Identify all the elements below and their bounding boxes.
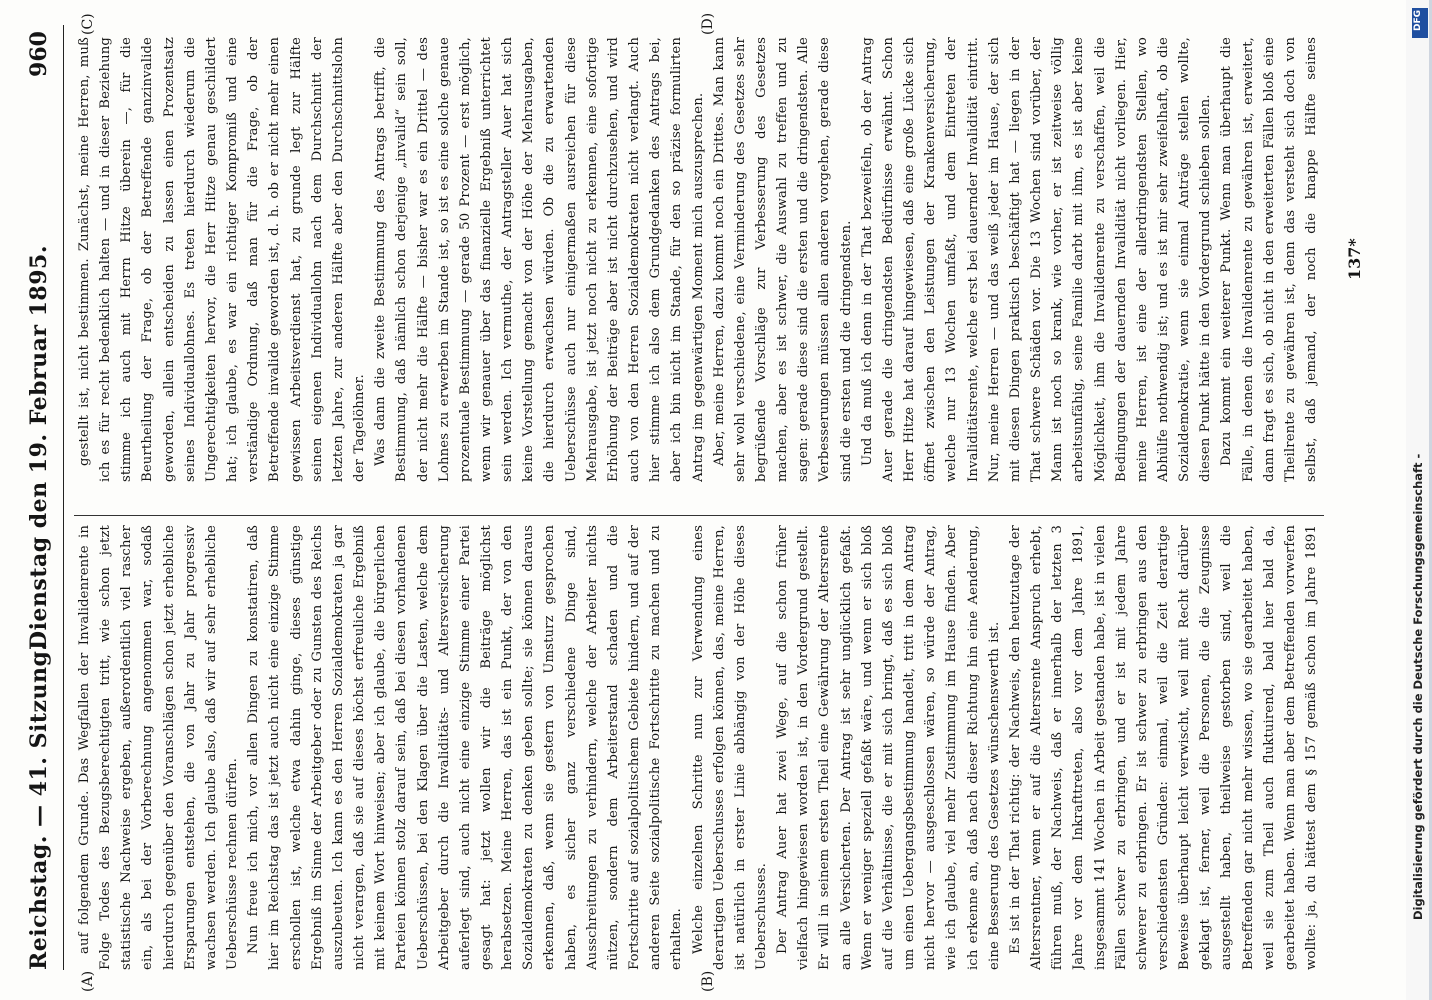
funding-notice-text: Digitalisierung gefördert durch die Deutsche Forschungsgemeinschaft - — [1411, 453, 1425, 920]
margin-marker-b: (B) — [700, 970, 716, 992]
paragraph: auf folgendem Grunde. Das Wegfallen der Invalidenrente in Folge Todes des Bezugsberechtigten tritt, wie schon jetzt statistische Nachweise ergeben, außerordentlich viel rascher ein, als bei der Vorberechnung angenommen war, sodaß hierdurch gegenüber den Voranschlägen schon jetzt erhebliche Ersparungen entstehen, die von Jahr zu Jahr progressiv wachsen werden. Ich glaube also, daß wir auf sehr erhebliche Ueberschüsse rechnen dürfen. — [77, 525, 241, 970]
header-date: Dienstag den 19. Februar 1895. — [26, 244, 52, 650]
paragraph: Welche einzelnen Schritte nun zur Verwendung eines derartigen Ueberschusses erfolgen können, das, meine Herren, ist natürlich in erster Linie abhängig von der Höhe dieses Ueberschusses. — [690, 525, 769, 970]
page-footer-signature: 137* — [1345, 238, 1364, 280]
page-header — [20, 25, 64, 970]
funding-notice — [1411, 40, 1429, 920]
paragraph: Nun freue ich mich, vor allen Dingen zu konstatiren, daß hier im Reichstag das ist jetzt auch nicht eine einzige Stimme erschollen ist, welche etwa dahin ginge, dieses günstige Ergebniß im Sinne der Arbeitgeber oder zu Gunsten des Reichs auszubeuten. Ich kann es den Herren Sozialdemokraten ja gar nicht verargen, daß sie auf dieses höchst erfreuliche Ergebniß mit keinem Wort hinweisen; aber ich glaube, die bürgerlichen Parteien können stolz darauf sein, daß bei diesen vorhandenen Ueberschüssen, bei den Klagen über die Lasten, welche dem Arbeitgeber durch die Invaliditäts- und Altersversicherung auferlegt sind, auch nicht eine einzige Stimme einer Partei gesagt hat: jetzt wollen wir die Beiträge möglichst herabsetzen. Meine Herren, das ist ein Punkt, der von den Sozialdemokraten zu denken geben sollte; sie können daraus erkennen, daß, wenn sie gestern von Umsturz gesprochen haben, es sicher ganz verschiedene Dinge sind, Ausschreitungen zu verhindern, welche der Arbeiter nichts nützen, sondern dem Arbeiterstand schaden und die Fortschritte auf sozialpolitischem Gebiete hindern, und auf der anderen Seite sozialpolitische Fortschritte zu machen und zu erhalten. — [246, 525, 685, 970]
text-column-left — [74, 525, 1324, 970]
dfg-logo — [1412, 8, 1428, 38]
paragraph: Und da muß ich denn in der That bezweifeln, ob der Antrag Auer gerade die dringendsten Bedürfnisse erwähnt. Schon Herr Hitze hat darauf hingewiesen, daß eine große Lücke sich öffnet zwischen den Leistungen der Krankenversicherung, welche nur 13 Wochen umfaßt, und dem Eintreten der Invaliditätsrente, welche erst bei dauernder Invalidität eintritt. Nur, meine Herren — und das weiß jeder im Hause, der sich mit diesen Dingen praktisch beschäftigt hat — liegen in der That schwere Schäden vor. Die 13 Wochen sind vorüber, der Mann ist noch so krank, wie vorher, er ist zeitweise völlig arbeitsunfähig, seine Familie darbt mit ihm, es ist aber keine Möglichkeit, ihm die Invalidenrente zu verschaffen, weil die Bedingungen der dauernden Invalidität nicht vorliegen. Hier, meine Herren, ist eine der allerdringendsten Stellen, wo Abhülfe nothwendig ist; und es ist mir sehr zweifelhaft, ob die Sozialdemokratie, wenn sie einmal Anträge stellen wollte, diesen Punkt hätte in den Vordergrund schieben sollen. — [859, 37, 1214, 482]
margin-marker-a: (A) — [80, 970, 96, 992]
margin-marker-c: (C) — [80, 13, 96, 35]
paragraph: gestellt ist, nicht bestimmen. Zunächst, meine Herren, muß ich es für recht bedenklich halten — und in dieser Beziehung stimme ich auch mit Herrn Hitze überein —, für die Beurtheilung der Frage, ob der Betreffende ganzinvalide geworden, allein entscheiden zu lassen einen Prozentsatz seines Individuallohnes. Es treten hierdurch wiederum die Ungerechtigkeiten hervor, die Herr Hitze genau geschildert hat; ich glaube, es war ein richtiger Kompromiß und eine verständige Ordnung, daß man für die Frage, ob der Betreffende invalide geworden ist, d. h. ob er nicht mehr einen gewissen Arbeitsverdienst hat, zu grunde legt zur Hälfte seinen eigenen Individuallohn nach dem Durchschnitt der letzten Jahre, zur anderen Hälfte aber den Durchschnittslohn der Tagelöhner. — [77, 37, 368, 482]
dfg-logo-text: DFG — [1413, 10, 1423, 32]
header-title: Reichstag. — 41. Sitzung. — [26, 642, 52, 970]
column-divider — [74, 515, 1324, 516]
paragraph: Dazu kommt ein weiterer Punkt. Wenn man überhaupt die Fälle, in denen die Invalidenrente zu gewähren ist, erweitert, dann fragt es sich, ob nicht in den erweiterten Fällen bloß eine Theilrente zu gewähren ist, denn das versteht sich doch von selbst, daß jemand, der noch die knappe Hälfte seines — [1219, 37, 1320, 482]
paragraph: Der Antrag Auer hat zwei Wege, auf die schon früher vielfach hingewiesen worden ist, in den Vordergrund gestellt. Er will in seinem ersten Theil eine Gewährung der Altersrente an alle Versicherten. Der Antrag ist sehr unglücklich gefaßt. Wenn er weniger speziell gefaßt wäre, und wenn er sich bloß auf die Verhältnisse, die er mit sich bringt, daß es sich bloß um einen Uebergangsbestimmung handelt, tritt in dem Antrag nicht hervor — ausgeschlossen wären, so würde der Antrag, wie ich glaube, viel mehr Zustimmung im Hause finden. Aber ich erkenne an, daß nach dieser Richtung hin eine Aenderung, eine Besserung des Gesetzes wünschenswerth ist. — [775, 525, 1002, 970]
paragraph: Aber, meine Herren, dazu kommt noch ein Drittes. Man kann sehr wohl verschiedene, eine Verminderung des Gesetzes sehr begrüßende Vorschläge zur Verbesserung des Gesetzes machen, aber es ist schwer, die Auswahl zu treffen und zu sagen: gerade diese sind die ersten und die dringendsten. Alle Verbesserungen müssen allen anderen vorgehen, gerade diese sind die ersten und die dringendsten. — [711, 37, 854, 482]
page-number: 960 — [26, 31, 52, 77]
paragraph: Es ist in der That richtig: der Nachweis, den heutzutage der Altersrentner, wenn er auf die Altersrente Anspruch erhebt, führen muß, der Nachweis, daß er innerhalb der letzten 3 Jahre vor dem Inkrafttreten, also vor dem Jahre 1891, insgesammt 141 Wochen in Arbeit gestanden habe, ist in vielen Fällen schwer zu erbringen, und er ist mit jedem Jahre schwerer zu erbringen. Er ist schwer zu erbringen aus den verschiedensten Gründen: einmal, weil die Zeit derartige Beweise überhaupt leicht verwischt, weil mit Recht darüber geklagt ist, ferner, weil die Personen, die die Zeugnisse ausgestellt haben, theilweise gestorben sind, weil die Betreffenden gar nicht mehr wissen, wo sie gearbeitet haben, weil sie zum Theil auch fluktuirend, bald hier bald da, gearbeitet haben. Wenn man aber dem Betreffenden vorwerfen wollte: ja, du hättest dem § 157 gemäß schon im Jahre 1891 — [1007, 525, 1320, 970]
text-column-right — [74, 37, 1324, 482]
paragraph: Was dann die zweite Bestimmung des Antrags betrifft, die Bestimmung, daß nämlich schon derjenige „invalid“ sein soll, der nicht mehr die Hälfte — bisher war es ein Drittel — des Lohnes zu erwerben im Stande ist, so ist es eine solche genaue prozentuale Bestimmung — gerade 50 Prozent — erst möglich, wenn wir genauer über das finanzielle Ergebniß unterrichtet sein werden. Ich vermuthe, der Antragsteller Auer hat sich keine Vorstellung gemacht von der Höhe der Mehrausgaben, die hierdurch erwachsen würden. Ob die zu erwartenden Ueberschüsse auch nur einigermaßen ausreichen für diese Mehrausgabe, ist jetzt noch nicht zu erkennen, eine sofortige Erhöhung der Beiträge aber ist nicht durchzusehen, und wird auch von den Herren Sozialdemokraten nicht verlangt. Auch hier stimme ich also dem Grundgedanken des Antrags bei, aber ich bin nicht im Stande, für den so präzise formulirten Antrag im gegenwärtigen Moment mich auszusprechen. — [373, 37, 706, 482]
margin-marker-d: (D) — [700, 12, 716, 35]
